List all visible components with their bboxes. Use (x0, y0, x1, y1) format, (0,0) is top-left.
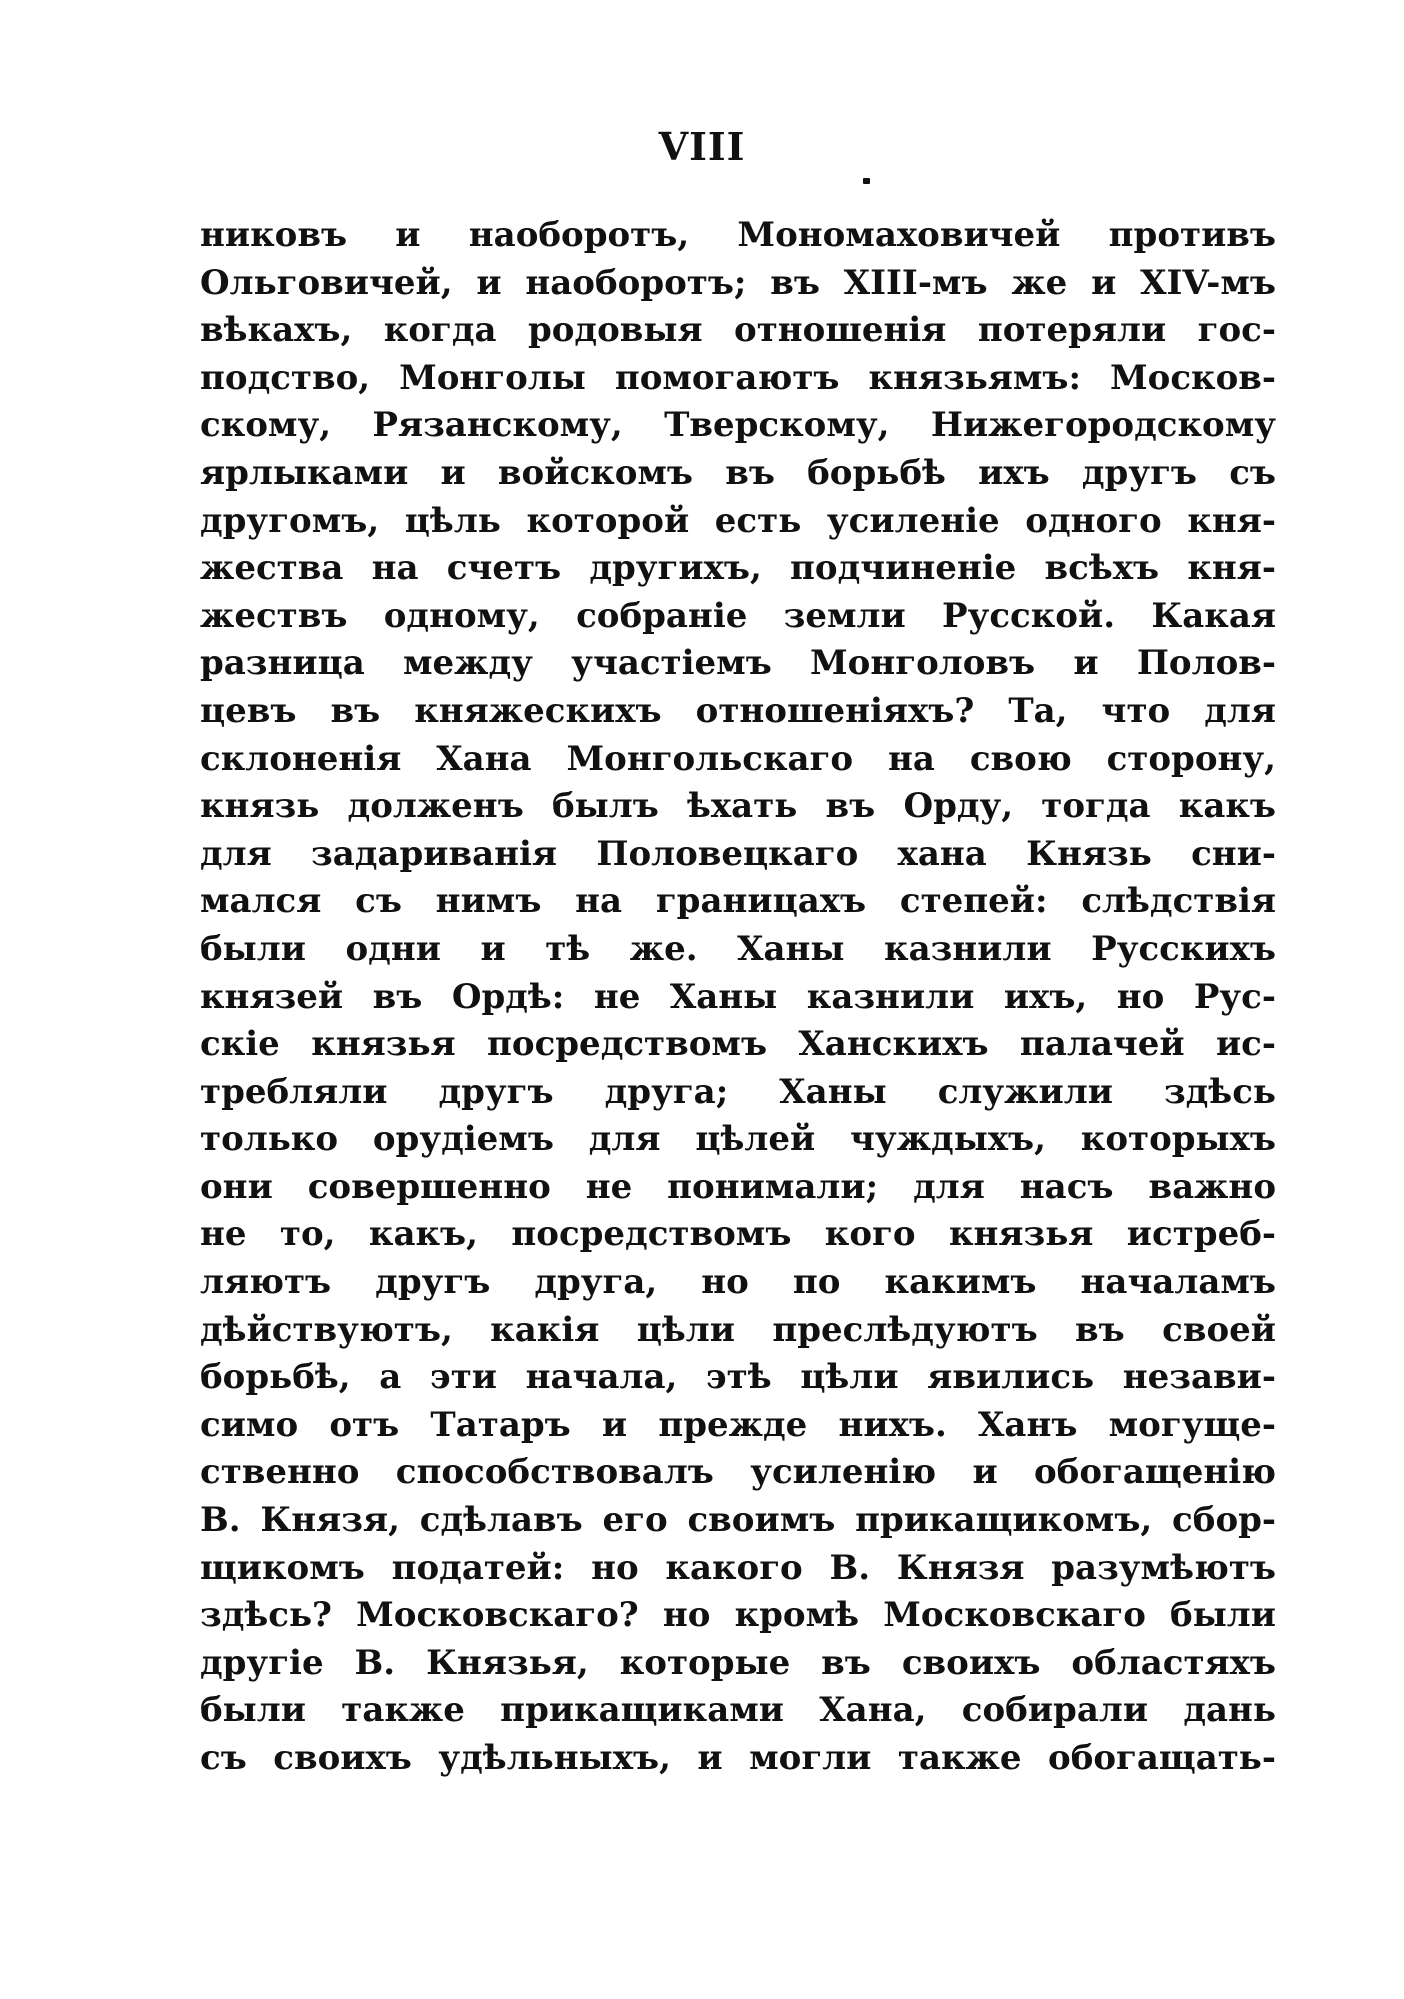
text-line: вѣкахъ, когда родовыя отношенія потеряли гос- (200, 310, 1276, 351)
text-line: князь долженъ былъ ѣхать въ Орду, тогда какъ (200, 786, 1276, 827)
text-line: были также прикащиками Хана, собирали дань (200, 1690, 1276, 1731)
text-line: жества на счетъ другихъ, подчиненіе всѣхъ кня- (200, 548, 1276, 589)
text-line: съ своихъ удѣльныхъ, и могли также обогащать- (200, 1738, 1276, 1778)
text-line: никовъ и наоборотъ, Мономаховичей противъ (200, 215, 1276, 255)
text-line: здѣсь? Московскаго? но кромѣ Московскаго были (200, 1595, 1276, 1636)
text-line: другіе В. Князья, которые въ своихъ областяхъ (200, 1642, 1276, 1683)
text-line: разница между участіемъ Монголовъ и Полов- (200, 643, 1276, 684)
text-line: не то, какъ, посредствомъ кого князья истреб- (200, 1214, 1276, 1255)
text-line: другомъ, цѣль которой есть усиленіе одного кня- (200, 500, 1276, 541)
text-line: подство, Монголы помогаютъ князьямъ: Москов- (200, 357, 1276, 398)
text-line: симо отъ Татаръ и прежде нихъ. Ханъ могуще- (200, 1404, 1276, 1445)
text-line: склоненія Хана Монгольскаго на свою сторону, (200, 738, 1276, 779)
text-line: ственно способствовалъ усиленію и обогащенію (200, 1452, 1276, 1493)
text-line: ярлыками и войскомъ въ борьбѣ ихъ другъ съ (200, 452, 1276, 493)
text-line: цевъ въ княжескихъ отношеніяхъ? Та, что для (200, 690, 1276, 731)
text-line: борьбѣ, а эти начала, этѣ цѣли явились незави- (200, 1357, 1276, 1398)
text-line: только орудіемъ для цѣлей чуждыхъ, которыхъ (200, 1119, 1276, 1160)
page-number: VIII (658, 124, 746, 169)
text-line: мался съ нимъ на границахъ степей: слѣдствія (200, 881, 1276, 922)
text-line: требляли другъ друга; Ханы служили здѣсь (200, 1071, 1276, 1112)
body-text (200, 212, 1276, 1783)
text-line: щикомъ податей: но какого В. Князя разумѣютъ (200, 1547, 1276, 1588)
text-line: Ольговичей, и наоборотъ; въ XIII-мъ же и XIV-мъ (200, 262, 1276, 303)
text-line: скіе князья посредствомъ Ханскихъ палачей ис- (200, 1024, 1276, 1065)
text-line: скому, Рязанскому, Тверскому, Нижегородскому (200, 405, 1276, 446)
text-line: были одни и тѣ же. Ханы казнили Русскихъ (200, 928, 1276, 969)
text-line: ляютъ другъ друга, но по какимъ началамъ (200, 1262, 1276, 1303)
text-line: дѣйствуютъ, какія цѣли преслѣдуютъ въ своей (200, 1309, 1276, 1350)
text-line: жествъ одному, собраніе земли Русской. Какая (200, 595, 1276, 636)
ink-dot (863, 178, 870, 184)
text-line: они совершенно не понимали; для насъ важно (200, 1166, 1276, 1207)
text-line: для задариванія Половецкаго хана Князь сни- (200, 833, 1276, 874)
text-line: князей въ Ордѣ: не Ханы казнили ихъ, но Рус- (200, 976, 1276, 1017)
text-line: В. Князя, сдѣлавъ его своимъ прикащикомъ, сбор- (200, 1500, 1276, 1541)
